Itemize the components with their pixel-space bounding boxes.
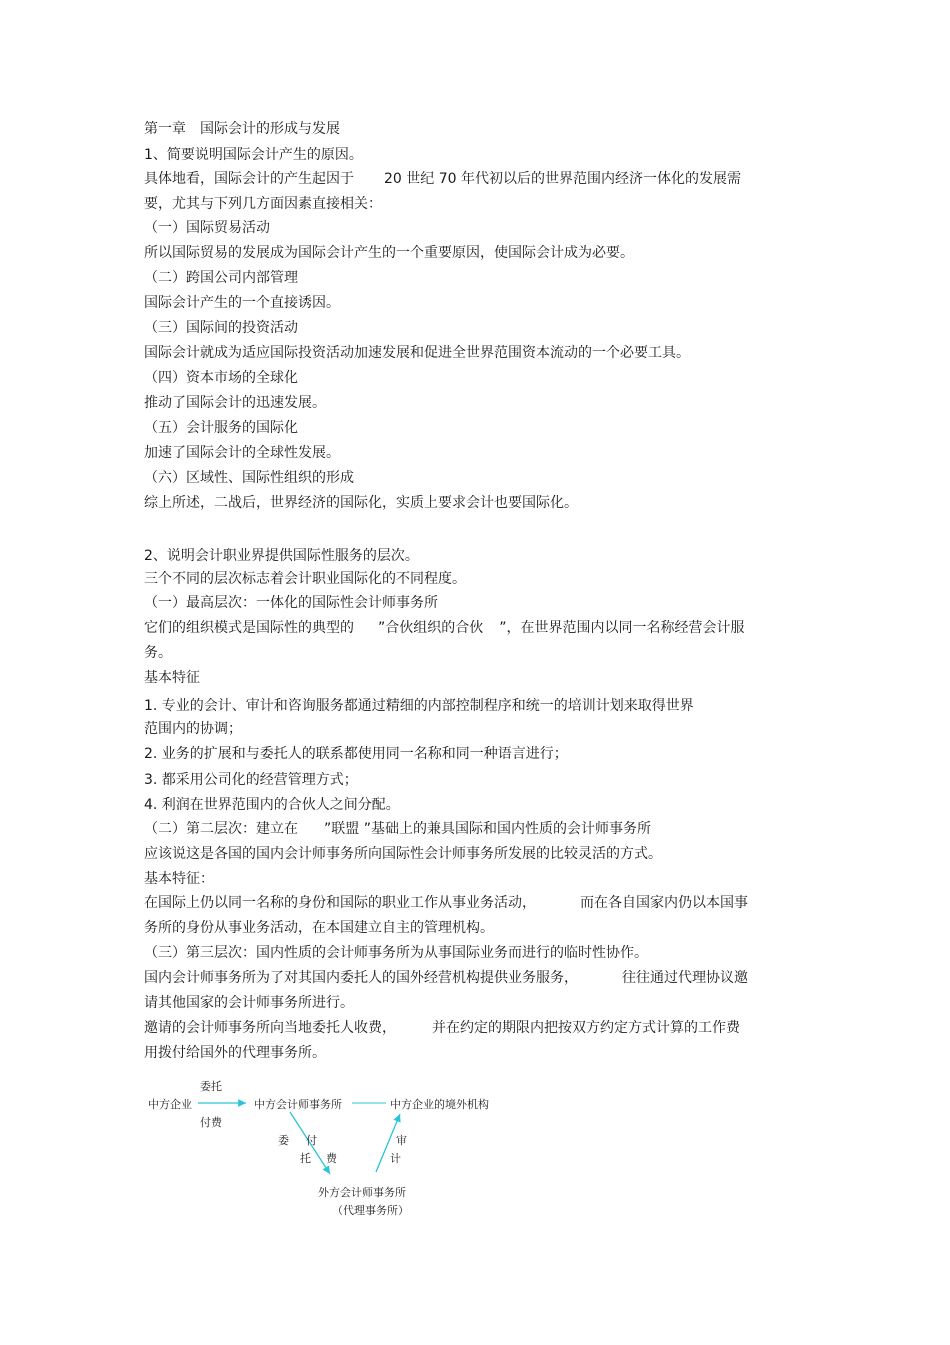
paragraph-line xyxy=(144,1019,740,1037)
paragraph-line xyxy=(144,969,748,987)
section-heading xyxy=(144,820,651,838)
paragraph-line: 三个不同的层次标志着会计职业国际化的不同程度。 xyxy=(144,571,466,587)
paragraph-line: 国际会计产生的一个直接诱因。 xyxy=(144,295,340,311)
text-segment: 往往通过代理协议邀 xyxy=(622,970,748,986)
section-heading: （一）国际贸易活动 xyxy=(144,220,270,236)
label-shen: 审 xyxy=(396,1134,407,1147)
node-foreign-firm-sub: （代理事务所） xyxy=(332,1204,409,1217)
list-item: 2. 业务的扩展和与委托人的联系都使用同一名称和同一种语言进行； xyxy=(144,746,568,762)
list-item: 3. 都采用公司化的经营管理方式； xyxy=(144,772,358,788)
text-segment: （二）第二层次：建立在 xyxy=(144,821,298,837)
section-heading: （一）最高层次：一体化的国际性会计师事务所 xyxy=(144,595,438,611)
section-heading: （六）区域性、国际性组织的形成 xyxy=(144,470,354,486)
paragraph-line: 请其他国家的会计师事务所进行。 xyxy=(144,995,354,1011)
text-segment: 并在约定的期限内把按双方约定方式计算的工作费 xyxy=(432,1020,740,1036)
paragraph-line xyxy=(144,619,745,637)
text-segment: 20 世纪 70 年代初以后的世界范围内经济一体化的发展需 xyxy=(384,171,741,187)
node-cn-company: 中方企业 xyxy=(148,1098,192,1111)
label-entrust: 委托 xyxy=(200,1080,222,1093)
node-cn-branch: 中方企业的境外机构 xyxy=(390,1098,489,1111)
text-segment: ”联盟 ”基础上的兼具国际和国内性质的会计师事务所 xyxy=(324,821,651,837)
paragraph-line: 加速了国际会计的全球性发展。 xyxy=(144,445,340,461)
section-heading: （四）资本市场的全球化 xyxy=(144,370,298,386)
text-segment: 在国际上仍以同一名称的身份和国际的职业工作从事业务活动， xyxy=(144,895,536,911)
text-segment: 它们的组织模式是国际性的典型的 xyxy=(144,620,354,636)
text-segment: ”合伙组织的合伙 xyxy=(378,620,484,636)
section-heading: （五）会计服务的国际化 xyxy=(144,420,298,436)
label-wei: 委 xyxy=(278,1134,289,1147)
paragraph-line: 用拨付给国外的代理事务所。 xyxy=(144,1045,326,1061)
section-heading: （三）第三层次：国内性质的会计师事务所为从事国际业务而进行的临时性协作。 xyxy=(144,945,648,961)
paragraph-line: 推动了国际会计的迅速发展。 xyxy=(144,395,326,411)
label-fu: 付 xyxy=(306,1134,317,1147)
node-cn-firm: 中方会计师事务所 xyxy=(254,1098,342,1111)
label-fei: 费 xyxy=(326,1152,337,1165)
flow-diagram xyxy=(140,1070,520,1220)
paragraph-line: 务所的身份从事业务活动，在本国建立自主的管理机构。 xyxy=(144,920,494,936)
paragraph-line: 务。 xyxy=(144,645,172,661)
list-item: 1. 专业的会计、审计和咨询服务都通过精细的内部控制程序和统一的培训计划来取得世界 xyxy=(144,698,694,714)
list-item-continued: 范围内的协调； xyxy=(144,721,242,737)
text-segment: ”，在世界范围内以同一名称经营会计服 xyxy=(499,620,745,636)
question-2-title: 2、说明会计职业界提供国际性服务的层次。 xyxy=(144,548,419,564)
paragraph-line: 要，尤其与下列几方面因素直接相关： xyxy=(144,196,382,212)
label-tuo: 托 xyxy=(300,1152,311,1165)
node-foreign-firm: 外方会计师事务所 xyxy=(318,1186,406,1199)
section-heading: （二）跨国公司内部管理 xyxy=(144,270,298,286)
label-pay: 付费 xyxy=(200,1116,222,1129)
subheading: 基本特征： xyxy=(144,871,214,887)
text-segment: 国内会计师事务所为了对其国内委托人的国外经营机构提供业务服务， xyxy=(144,970,578,986)
paragraph-line xyxy=(144,894,748,912)
question-1-title: 1、简要说明国际会计产生的原因。 xyxy=(144,147,363,163)
paragraph-line xyxy=(144,170,741,188)
paragraph-line: 国际会计就成为适应国际投资活动加速发展和促进全世界范围资本流动的一个必要工具。 xyxy=(144,345,690,361)
list-item: 4. 利润在世界范围内的合伙人之间分配。 xyxy=(144,797,400,813)
chapter-title: 第一章 国际会计的形成与发展 xyxy=(144,121,340,137)
paragraph-line: 应该说这是各国的国内会计师事务所向国际性会计师事务所发展的比较灵活的方式。 xyxy=(144,846,662,862)
text-segment: 具体地看，国际会计的产生起因于 xyxy=(144,171,354,187)
subheading: 基本特征 xyxy=(144,670,200,686)
section-heading: （三）国际间的投资活动 xyxy=(144,320,298,336)
text-segment: 邀请的会计师事务所向当地委托人收费， xyxy=(144,1020,396,1036)
paragraph-line: 所以国际贸易的发展成为国际会计产生的一个重要原因，使国际会计成为必要。 xyxy=(144,245,634,261)
text-segment: 而在各自国家内仍以本国事 xyxy=(580,895,748,911)
label-ji: 计 xyxy=(390,1152,401,1165)
paragraph-line: 综上所述，二战后，世界经济的国际化，实质上要求会计也要国际化。 xyxy=(144,495,578,511)
